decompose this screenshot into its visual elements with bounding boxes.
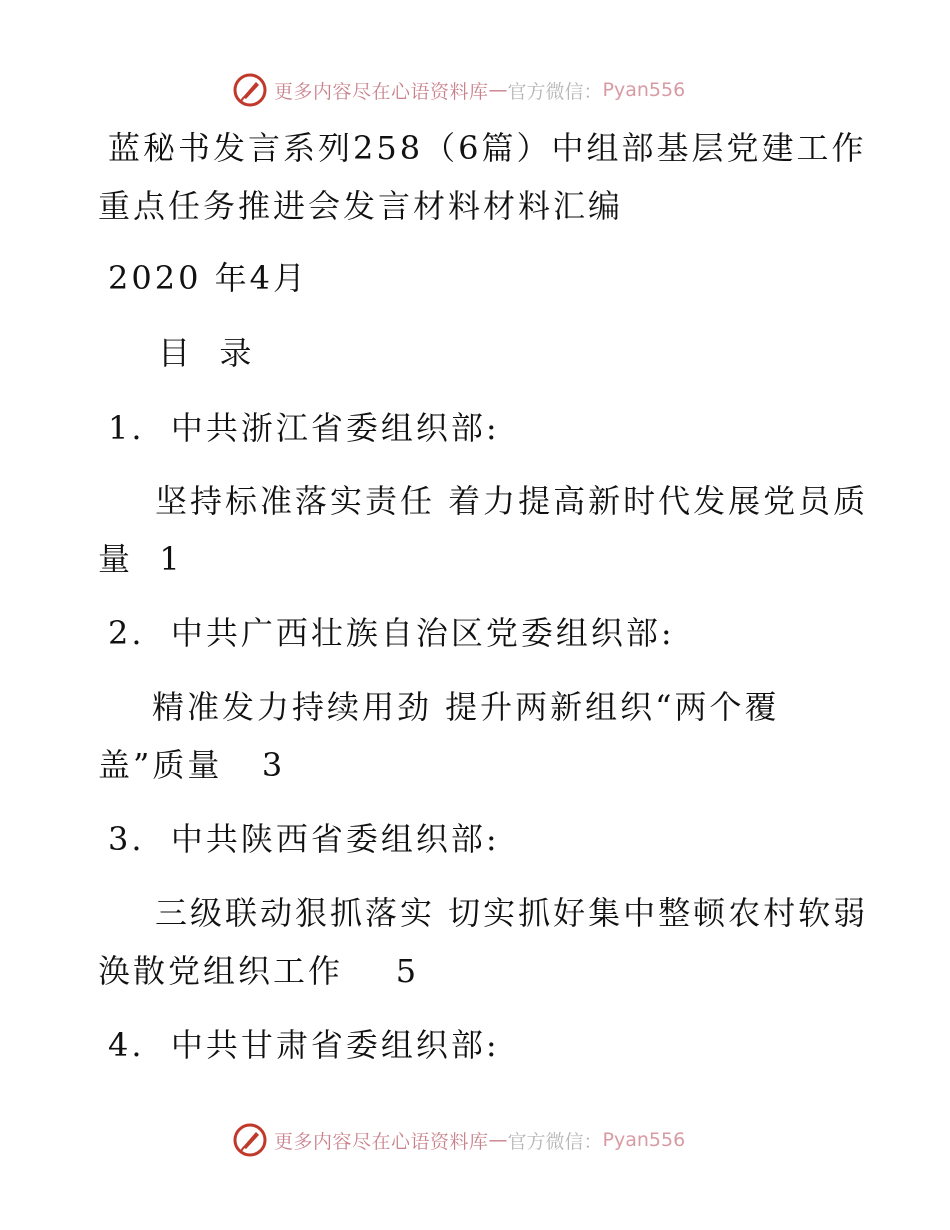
quill-logo-icon (232, 1122, 268, 1158)
toc-item-4-org: 4. 中共甘肃省委组织部: (108, 1026, 500, 1064)
watermark-wechat-label: 官方微信： (507, 80, 603, 103)
watermark-wechat-id: Pyan556 (602, 79, 686, 101)
toc-item-1-title-line-2: 量 1 (98, 540, 183, 578)
watermark-footer (232, 1120, 685, 1160)
toc-item-3-title-line-1: 三级联动狠抓落实 切实抓好集中整顿农村软弱 (155, 894, 869, 932)
document-title-line-1: 蓝秘书发言系列258（6篇）中组部基层党建工作 (108, 129, 867, 167)
toc-item-1-org: 1. 中共浙江省委组织部: (108, 409, 500, 447)
toc-item-2-title-line-1: 精准发力持续用劲 提升两新组织“两个覆 (152, 688, 780, 726)
watermark-wechat-id: Pyan556 (602, 1129, 686, 1151)
quill-logo-icon (232, 72, 268, 108)
document-title-line-2: 重点任务推进会发言材料材料汇编 (98, 187, 624, 225)
toc-item-2-title-line-2: 盖”质量 3 (98, 746, 286, 784)
toc-item-1-title-line-1: 坚持标准落实责任 着力提高新时代发展党员质 (155, 482, 869, 520)
toc-item-3-org: 3. 中共陕西省委组织部: (108, 820, 500, 858)
watermark-dash: — (488, 1129, 508, 1151)
toc-item-3-title-line-2: 涣散党组织工作 5 (98, 952, 420, 990)
watermark-text: 更多内容尽在心语资料库 (274, 1130, 489, 1153)
watermark-dash: — (488, 79, 508, 101)
document-date: 2020 年4月 (108, 259, 308, 297)
toc-heading: 目 录 (158, 334, 255, 372)
watermark-text: 更多内容尽在心语资料库 (274, 80, 489, 103)
toc-item-2-org: 2. 中共广西壮族自治区党委组织部: (108, 614, 675, 652)
watermark-wechat-label: 官方微信： (507, 1130, 603, 1153)
watermark-header (232, 70, 685, 110)
